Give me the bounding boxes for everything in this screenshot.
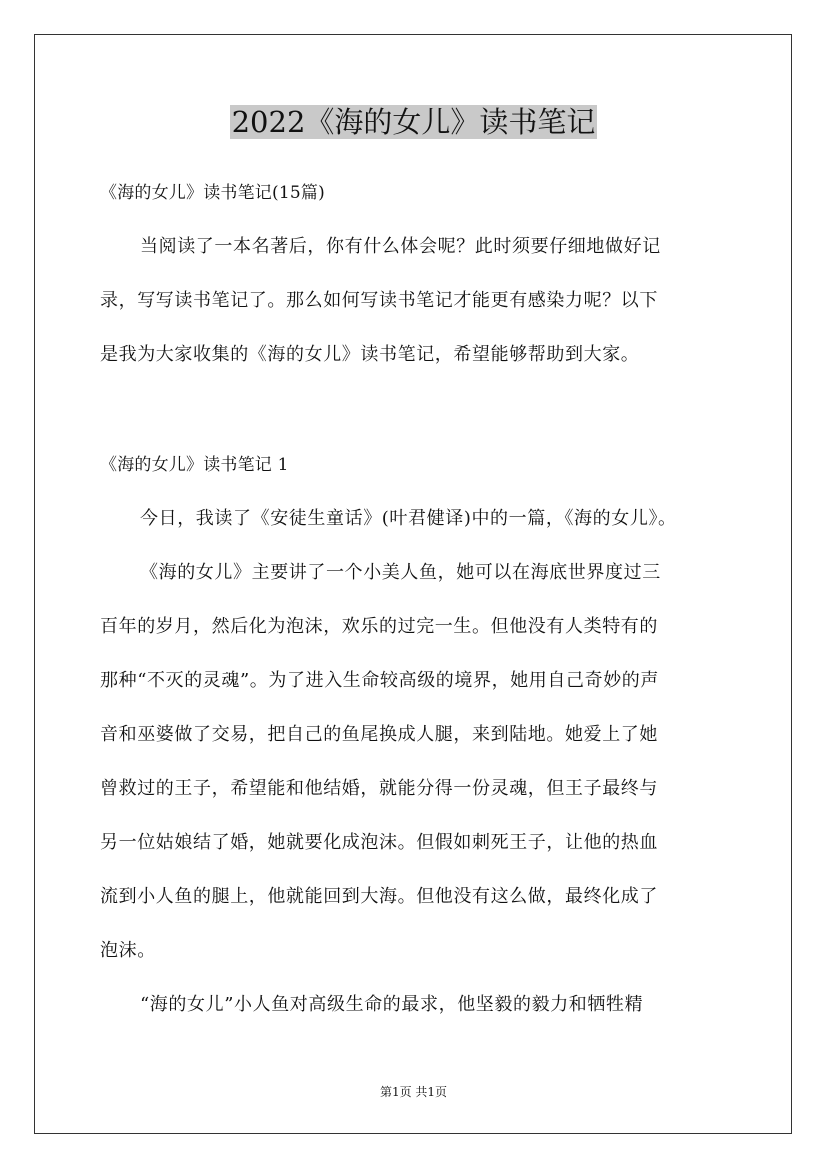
- document-subtitle: 《海的女儿》读书笔记(15篇): [100, 183, 325, 203]
- body-line-2: 《海的女儿》主要讲了一个小美人鱼，她可以在海底世界度过三: [140, 562, 661, 583]
- document-title: [0, 98, 827, 146]
- page-footer: 第1页 共1页: [379, 1085, 448, 1099]
- body-line-1: 今日，我读了《安徒生童话》(叶君健译)中的一篇，《海的女儿》。: [140, 508, 677, 529]
- body-line-7: 另一位姑娘结了婚，她就要化成泡沫。但假如刺死王子，让他的热血: [100, 832, 658, 853]
- body-line-5: 音和巫婆做了交易，把自己的鱼尾换成人腿，来到陆地。她爱上了她: [100, 724, 658, 745]
- section-heading: 《海的女儿》读书笔记 1: [100, 455, 289, 475]
- body-line-3: 百年的岁月，然后化为泡沫，欢乐的过完一生。但他没有人类特有的: [100, 616, 658, 637]
- document-title-text: 2022《海的女儿》读书笔记: [231, 105, 596, 139]
- intro-line-1: 当阅读了一本名著后，你有什么体会呢？此时须要仔细地做好记: [140, 236, 661, 257]
- body-line-9: 泡沫。: [100, 940, 156, 961]
- body-line-8: 流到小人鱼的腿上，他就能回到大海。但他没有这么做，最终化成了: [100, 886, 658, 907]
- body-line-6: 曾救过的王子，希望能和他结婚，就能分得一份灵魂，但王子最终与: [100, 778, 658, 799]
- body-line-4: 那种“不灭的灵魂”。为了进入生命较高级的境界，她用自己奇妙的声: [100, 670, 660, 691]
- body-line-10: “海的女儿”小人鱼对高级生命的最求，他坚毅的毅力和牺牲精: [140, 994, 644, 1015]
- intro-line-2: 录，写写读书笔记了。那么如何写读书笔记才能更有感染力呢？以下: [100, 290, 658, 311]
- intro-line-3: 是我为大家收集的《海的女儿》读书笔记，希望能够帮助到大家。: [100, 344, 640, 365]
